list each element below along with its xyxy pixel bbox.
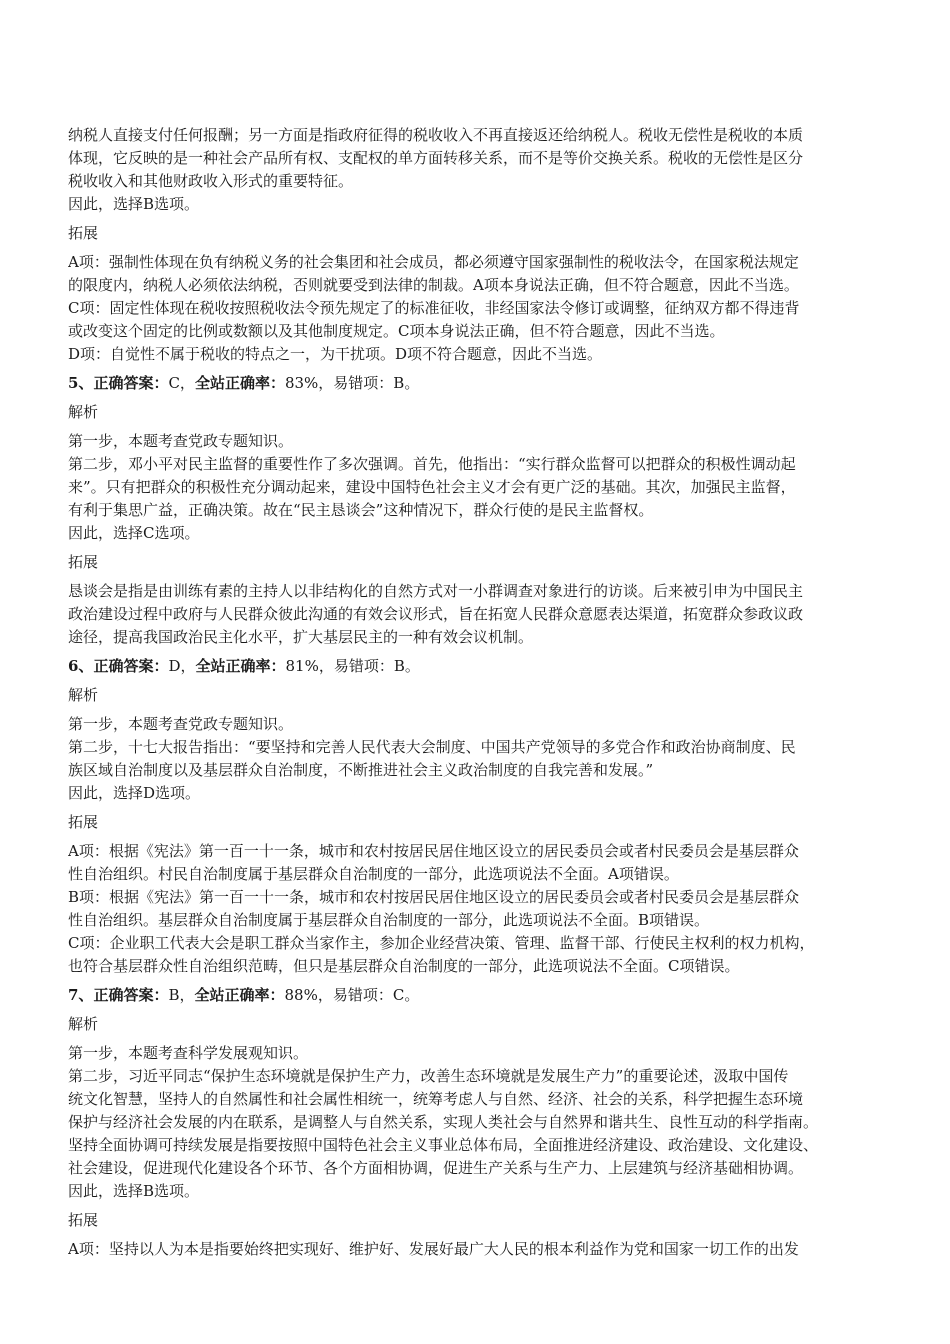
text-line: A项：强制性体现在负有纳税义务的社会集团和社会成员，都必须遵守国家强制性的税收法令，在国家税法规定 (68, 253, 799, 271)
answer-l1: 正确答案： (93, 986, 169, 1004)
answer-v1: B， (168, 986, 195, 1004)
text-line: 第二步，邓小平对民主监督的重要性作了多次强调。首先，他指出：“实行群众监督可以把群众的积极性调动起 (68, 455, 796, 473)
text-line: 体现，它反映的是一种社会产品所有权、支配权的单方面转移关系，而不是等价交换关系。税收的无偿性是区分 (68, 149, 804, 167)
text-line: B项：根据《宪法》第一百一十一条，城市和农村按居民居住地区设立的居民委员会或者村民委员会是基层群众 (68, 888, 800, 906)
text-line: 也符合基层群众性自治组织范畴，但只是基层群众自治制度的一部分，此选项说法不全面。C项错误。 (68, 957, 740, 975)
text-line: 因此，选择C选项。 (68, 524, 200, 542)
text-line: 第一步，本题考查科学发展观知识。 (68, 1044, 309, 1062)
answer-l1: 正确答案： (93, 374, 169, 392)
text-line: 因此，选择D选项。 (68, 784, 201, 802)
document-body (68, 124, 888, 1261)
text-line: 族区域自治制度以及基层群众自治制度，不断推进社会主义政治制度的自我完善和发展。” (68, 761, 654, 779)
text-line: 保护与经济社会发展的内在联系，是调整人与自然关系，实现人类社会与自然界和谐共生、良性互动的科学指南。 (68, 1113, 819, 1131)
text-line: 拓展 (68, 813, 99, 831)
text-line: 性自治组织。村民自治制度属于基层群众自治制度的一部分，此选项说法不全面。A项错误。 (68, 865, 679, 883)
text-line: 第一步，本题考查党政专题知识。 (68, 432, 294, 450)
text-line: A项：坚持以人为本是指要始终把实现好、维护好、发展好最广大人民的根本利益作为党和国家一切工作的出发 (68, 1240, 799, 1258)
answer-heading (68, 984, 888, 1007)
text-line: A项：根据《宪法》第一百一十一条，城市和农村按居民居住地区设立的居民委员会或者村民委员会是基层群众 (68, 842, 799, 860)
text-line: 恳谈会是指是由训练有素的主持人以非结构化的自然方式对一小群调查对象进行的访谈。后来被引申为中国民主 (68, 582, 804, 600)
text-line: 因此，选择B选项。 (68, 1182, 200, 1200)
text-line: 税收收入和其他财政收入形式的重要特征。 (68, 172, 354, 190)
text-line: 拓展 (68, 1211, 99, 1229)
text-line: 统文化智慧，坚持人的自然属性和社会属性相统一，统筹考虑人与自然、经济、社会的关系，科学把握生态环境 (68, 1090, 804, 1108)
text-line: 拓展 (68, 553, 99, 571)
text-line: D项：自觉性不属于税收的特点之一，为干扰项。D项不符合题意，因此不当选。 (68, 345, 603, 363)
answer-num: 6、 (68, 657, 94, 675)
answer-v1: C， (168, 374, 195, 392)
text-line: 第二步，十七大报告指出：“要坚持和完善人民代表大会制度、中国共产党领导的多党合作和政治协商制度、民 (68, 738, 796, 756)
answer-heading (68, 655, 888, 678)
answer-l1: 正确答案： (93, 657, 169, 675)
answer-l2: 全站正确率： (194, 986, 285, 1004)
text-line: 纳税人直接支付任何报酬；另一方面是指政府征得的税收收入不再直接返还给纳税人。税收无偿性是税收的本质 (68, 126, 804, 144)
text-line: C项：企业职工代表大会是职工群众当家作主，参加企业经营决策、管理、监督干部、行使民主权利的权力机构， (68, 934, 815, 952)
text-line: 途径，提高我国政治民主化水平，扩大基层民主的一种有效会议机制。 (68, 628, 534, 646)
text-line: 解析 (68, 686, 99, 704)
text-line: 第一步，本题考查党政专题知识。 (68, 715, 294, 733)
answer-num: 7、 (68, 986, 94, 1004)
answer-num: 5、 (68, 374, 94, 392)
answer-l2: 全站正确率： (195, 657, 286, 675)
answer-v2: 88%，易错项：C。 (284, 986, 420, 1004)
answer-v1: D， (168, 657, 196, 675)
text-line: 有利于集思广益，正确决策。故在“民主恳谈会”这种情况下，群众行使的是民主监督权。 (68, 501, 654, 519)
text-line: C项：固定性体现在税收按照税收法令预先规定了的标准征收，非经国家法令修订或调整，征纳双方都不得违背 (68, 299, 800, 317)
text-line: 政治建设过程中政府与人民群众彼此沟通的有效会议形式，旨在拓宽人民群众意愿表达渠道，拓宽群众参政议政 (68, 605, 804, 623)
answer-v2: 83%，易错项：B。 (284, 374, 420, 392)
text-line: 因此，选择B选项。 (68, 195, 200, 213)
text-line: 解析 (68, 1015, 99, 1033)
text-line: 或改变这个固定的比例或数额以及其他制度规定。C项本身说法正确，但不符合题意，因此不当选。 (68, 322, 725, 340)
text-line: 拓展 (68, 224, 99, 242)
answer-heading (68, 372, 888, 395)
text-line: 解析 (68, 403, 99, 421)
text-line: 坚持全面协调可持续发展是指要按照中国特色社会主义事业总体布局，全面推进经济建设、政治建设、文化建设、 (68, 1136, 819, 1154)
text-line: 社会建设，促进现代化建设各个环节、各个方面相协调，促进生产关系与生产力、上层建筑与经济基础相协调。 (68, 1159, 804, 1177)
text-line: 第二步，习近平同志“保护生态环境就是保护生产力，改善生态环境就是发展生产力”的重要论述，汲取中国传 (68, 1067, 789, 1085)
text-line: 性自治组织。基层群众自治制度属于基层群众自治制度的一部分，此选项说法不全面。B项错误。 (68, 911, 710, 929)
text-line: 来”。只有把群众的积极性充分调动起来，建设中国特色社会主义才会有更广泛的基础。其次，加强民主监督， (68, 478, 796, 496)
answer-l2: 全站正确率： (194, 374, 285, 392)
text-line: 的限度内，纳税人必须依法纳税，否则就要受到法律的制裁。A项本身说法正确，但不符合题意，因此不当选。 (68, 276, 799, 294)
answer-v2: 81%，易错项：B。 (285, 657, 420, 675)
